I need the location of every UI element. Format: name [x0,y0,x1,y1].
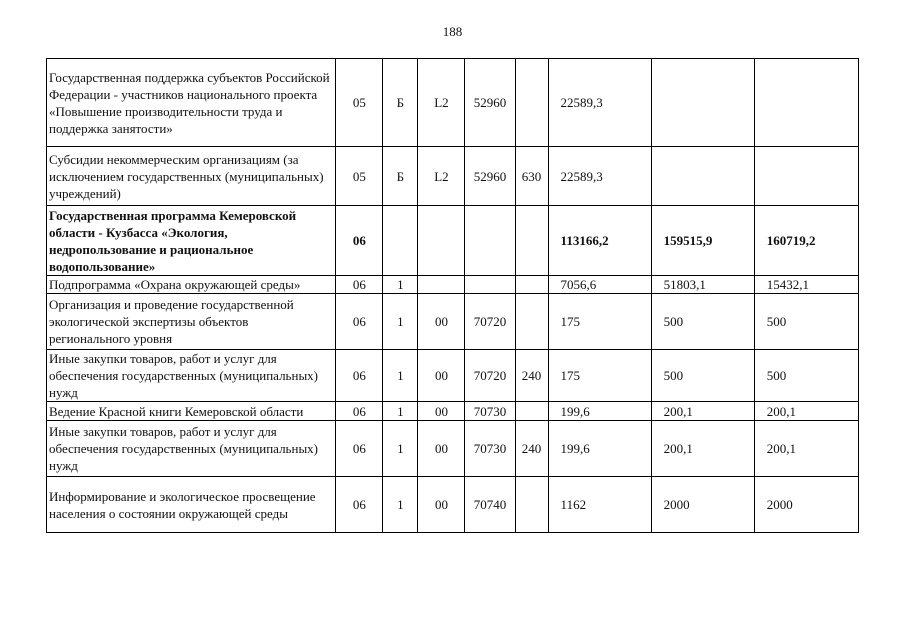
cell-c2: 1 [383,276,418,294]
cell-c2: Б [383,147,418,206]
cell-c4: 70720 [465,294,515,350]
row-name-cell: Государственная программа Кемеровской области - Кузбасса «Экология, недропользование и рациональное водопользование» [47,206,336,276]
table-row [47,59,859,147]
row-name-cell: Организация и проведение государственной экологической экспертизы объектов регионального уровня [47,294,336,350]
table-row [47,276,859,294]
row-name-cell: Субсидии некоммерческим организациям (за исключением государственных (муниципальных) учреждений) [47,147,336,206]
cell-v1: 175 [548,294,651,350]
cell-c5: 240 [515,421,548,477]
cell-c1: 06 [336,350,383,402]
cell-c5 [515,294,548,350]
budget-table [46,58,859,533]
cell-c3: L2 [418,147,465,206]
cell-v2: 200,1 [651,402,754,421]
cell-c5: 630 [515,147,548,206]
cell-c3: 00 [418,421,465,477]
cell-c5 [515,402,548,421]
cell-c4: 52960 [465,147,515,206]
cell-v3: 500 [754,294,858,350]
page-number: 188 [442,24,463,39]
row-name-cell: Информирование и экологическое просвещение населения о состоянии окружающей среды [47,477,336,533]
cell-v3 [754,59,858,147]
cell-c3 [418,276,465,294]
table-body [47,59,859,533]
cell-c2: 1 [383,421,418,477]
table-row [47,294,859,350]
cell-v2: 2000 [651,477,754,533]
cell-v1: 199,6 [548,421,651,477]
cell-c2: 1 [383,350,418,402]
cell-c3: 00 [418,402,465,421]
cell-c5: 240 [515,350,548,402]
table-row [47,477,859,533]
cell-c4: 70740 [465,477,515,533]
cell-v2 [651,59,754,147]
cell-v3: 160719,2 [754,206,858,276]
cell-c4: 70730 [465,402,515,421]
cell-c3: 00 [418,477,465,533]
cell-c2: 1 [383,402,418,421]
cell-c2 [383,206,418,276]
row-name-cell: Иные закупки товаров, работ и услуг для обеспечения государственных (муниципальных) нужд [47,421,336,477]
cell-v3 [754,147,858,206]
cell-c2: 1 [383,477,418,533]
cell-c4 [465,276,515,294]
cell-c3 [418,206,465,276]
cell-v3: 15432,1 [754,276,858,294]
cell-v2: 200,1 [651,421,754,477]
cell-v3: 200,1 [754,402,858,421]
table-row [47,402,859,421]
cell-c2: 1 [383,294,418,350]
cell-c1: 06 [336,477,383,533]
table-row [47,206,859,276]
table-row [47,350,859,402]
cell-c4: 70720 [465,350,515,402]
cell-v1: 22589,3 [548,59,651,147]
table-row [47,147,859,206]
cell-c1: 06 [336,206,383,276]
cell-v1: 1162 [548,477,651,533]
row-name-cell: Подпрограмма «Охрана окружающей среды» [47,276,336,294]
cell-c1: 05 [336,147,383,206]
cell-c1: 06 [336,294,383,350]
cell-c1: 06 [336,402,383,421]
cell-v1: 113166,2 [548,206,651,276]
cell-c1: 06 [336,276,383,294]
cell-c4 [465,206,515,276]
cell-c2: Б [383,59,418,147]
cell-c5 [515,59,548,147]
cell-v3: 500 [754,350,858,402]
cell-c5 [515,206,548,276]
cell-v3: 200,1 [754,421,858,477]
cell-c3: 00 [418,350,465,402]
table-row [47,421,859,477]
cell-v2 [651,147,754,206]
cell-v1: 199,6 [548,402,651,421]
cell-v1: 7056,6 [548,276,651,294]
row-name-cell: Ведение Красной книги Кемеровской области [47,402,336,421]
cell-c1: 05 [336,59,383,147]
cell-v3: 2000 [754,477,858,533]
cell-v2: 500 [651,350,754,402]
cell-v1: 175 [548,350,651,402]
cell-c4: 70730 [465,421,515,477]
cell-c4: 52960 [465,59,515,147]
cell-c3: L2 [418,59,465,147]
row-name-cell: Иные закупки товаров, работ и услуг для обеспечения государственных (муниципальных) нужд [47,350,336,402]
cell-v2: 500 [651,294,754,350]
cell-v2: 159515,9 [651,206,754,276]
cell-c1: 06 [336,421,383,477]
cell-v1: 22589,3 [548,147,651,206]
cell-v2: 51803,1 [651,276,754,294]
cell-c5 [515,276,548,294]
cell-c3: 00 [418,294,465,350]
row-name-cell: Государственная поддержка субъектов Российской Федерации - участников национального проекта «Повышение производительности труда и поддержка занятости» [47,59,336,147]
cell-c5 [515,477,548,533]
